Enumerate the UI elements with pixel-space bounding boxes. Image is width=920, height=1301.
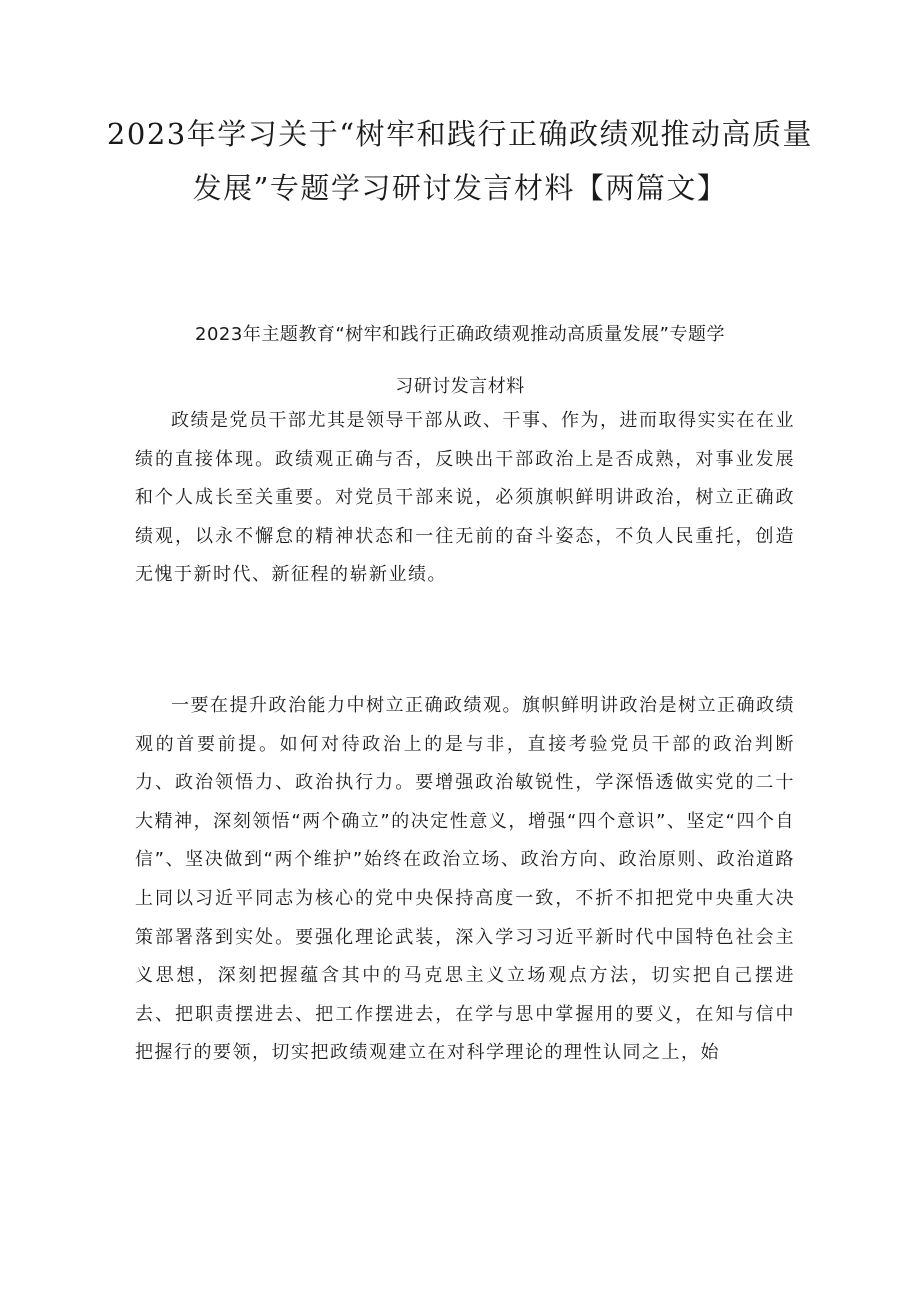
document-title	[90, 107, 830, 215]
document-title-line-2: 发展”专题学习研讨发言材料【两篇文】	[192, 171, 728, 205]
section-title-line-2: 习研讨发言材料	[395, 376, 525, 397]
body-paragraph-1: 政绩是党员干部尤其是领导干部从政、干事、作为，进而取得实实在在业绩的直接体现。政绩观正确与否，反映出干部政治上是否成熟，对事业发展和个人成长至关重要。对党员干部来说，必须旗帜鲜明讲政治，树立正确政绩观，以永不懈怠的精神状态和一往无前的奋斗姿态，不负人民重托，创造无愧于新时代、新征程的崭新业绩。	[135, 410, 795, 586]
document-title-line-1: 2023年学习关于“树牢和践行正确政绩观推动高质量	[106, 117, 814, 151]
section-title-line-1: 2023年主题教育“树牢和践行正确政绩观推动高质量发展”专题学	[195, 324, 725, 345]
section-title	[120, 309, 800, 413]
body-paragraph-2: 一要在提升政治能力中树立正确政绩观。旗帜鲜明讲政治是树立正确政绩观的首要前提。如何对待政治上的是与非，直接考验党员干部的政治判断力、政治领悟力、政治执行力。要增强政治敏锐性，学深悟透做实党的二十大精神，深刻领悟“两个确立”的决定性意义，增强“四个意识”、坚定“四个自信”、坚决做到“两个维护”始终在政治立场、政治方向、政治原则、政治道路上同以习近平同志为核心的党中央保持高度一致，不折不扣把党中央重大决策部署落到实处。要强化理论武装，深入学习习近平新时代中国特色社会主义思想，深刻把握蕴含其中的马克思主义立场观点方法，切实把自己摆进去、把职责摆进去、把工作摆进去，在学与思中掌握用的要义，在知与信中把握行的要领，切实把政绩观建立在对科学理论的理性认同之上，始	[135, 695, 795, 1064]
